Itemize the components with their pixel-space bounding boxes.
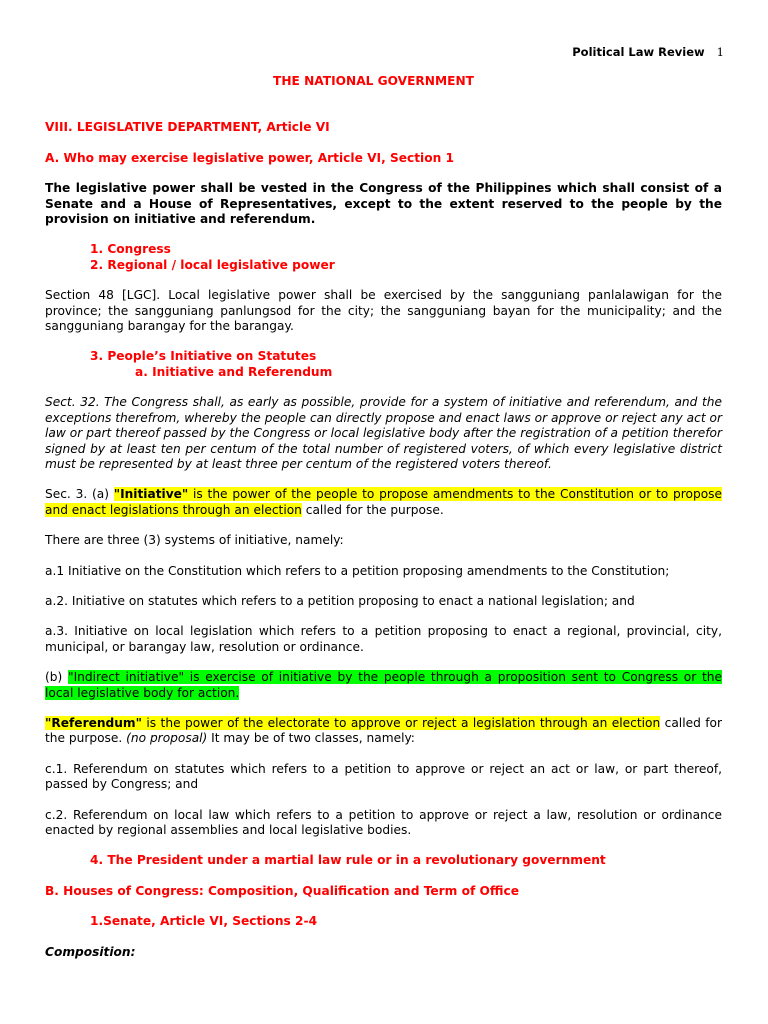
sec3-prefix: Sec. 3. (a) <box>45 487 114 502</box>
list-item-congress: 1. Congress <box>90 242 171 257</box>
header-title: Political Law Review <box>572 45 705 59</box>
list-item-initiative-referendum: a. Initiative and Referendum <box>135 364 333 379</box>
paragraph-sect-32: Sect. 32. The Congress shall, as early as possible, provide for a system of initiative and referendum, and the exceptions therefrom, whereby the people can directly propose and enact laws or approve or reject any act or law or part thereof passed by the Congress or local legislative body after the registration of a petition therefor signed by at least ten per centum of the total number of registered voters, of which every legislative district must be represented by at least three per centum of the registered voters thereof. <box>45 395 722 471</box>
heading-houses-of-congress: B. Houses of Congress: Composition, Qualification and Term of Office <box>45 883 519 898</box>
indirect-initiative-highlight: "Indirect initiative" is exercise of initiative by the people through a proposition sent to Congress or the local legislative body for action. <box>45 670 722 700</box>
document-body <box>45 74 722 960</box>
heading-legislative-department: VIII. LEGISLATIVE DEPARTMENT, Article VI <box>45 120 330 135</box>
paragraph-referendum <box>45 716 722 747</box>
list-item-peoples-initiative: 3. People’s Initiative on Statutes <box>90 349 317 364</box>
b-prefix: (b) <box>45 670 68 685</box>
paragraph-section-48: Section 48 [LGC]. Local legislative power shall be exercised by the sangguniang panlalawigan for the province; the sangguniang panlungsod for the city; the sangguniang bayan for the municipality; and the sangguniang barangay for the barangay. <box>45 288 722 334</box>
referendum-no-proposal: (no proposal) <box>126 731 208 746</box>
referendum-end: It may be of two classes, namely: <box>207 731 415 746</box>
paragraph-a2: a.2. Initiative on statutes which refers to a petition proposing to enact a national legislation; and <box>45 593 635 608</box>
list-item-president-martial-law: 4. The President under a martial law rule or in a revolutionary government <box>90 853 606 868</box>
paragraph-indirect-initiative <box>45 670 722 701</box>
heading-senate: 1.Senate, Article VI, Sections 2-4 <box>90 914 318 929</box>
initiative-definition-highlight: is the power of the people to propose amendments to the Constitution or to propose and enact legislations through an election <box>45 487 722 517</box>
paragraph-c2: c.2. Referendum on local law which refers to a petition to approve or reject a law, resolution or ordinance enacted by regional assemblies and local legislative bodies. <box>45 807 722 837</box>
paragraph-c1: c.1. Referendum on statutes which refers to a petition to approve or reject an act or law, or part thereof, passed by Congress; and <box>45 761 722 792</box>
page-number: 1 <box>716 45 724 59</box>
referendum-mid: called for the purpose. <box>45 715 722 746</box>
paragraph-a3: a.3. Initiative on local legislation which refers to a petition proposing to enact a regional, provincial, city, municipal, or barangay law, resolution or ordinance. <box>45 624 722 654</box>
heading-who-may-exercise: A. Who may exercise legislative power, Article VI, Section 1 <box>45 150 454 165</box>
paragraph-sec-3-initiative <box>45 487 722 518</box>
referendum-term: "Referendum" <box>45 715 142 730</box>
paragraph-legislative-power: The legislative power shall be vested in the Congress of the Philippines which shall consist of a Senate and a House of Representatives, except to the extent reserved to the people by the provision on initiative and referendum. <box>45 181 722 227</box>
list-item-regional-local: 2. Regional / local legislative power <box>90 257 335 272</box>
referendum-definition-highlight: is the power of the electorate to approve or reject a legislation through an election <box>141 715 661 730</box>
initiative-term: "Initiative" <box>113 487 189 502</box>
paragraph-a1: a.1 Initiative on the Constitution which refers to a petition proposing amendments to the Constitution; <box>45 563 670 578</box>
sec3-tail: called for the purpose. <box>301 502 444 517</box>
paragraph-three-systems: There are three (3) systems of initiative, namely: <box>45 533 344 548</box>
label-composition: Composition: <box>45 944 136 959</box>
doc-title: THE NATIONAL GOVERNMENT <box>273 74 474 88</box>
running-header <box>0 45 724 59</box>
